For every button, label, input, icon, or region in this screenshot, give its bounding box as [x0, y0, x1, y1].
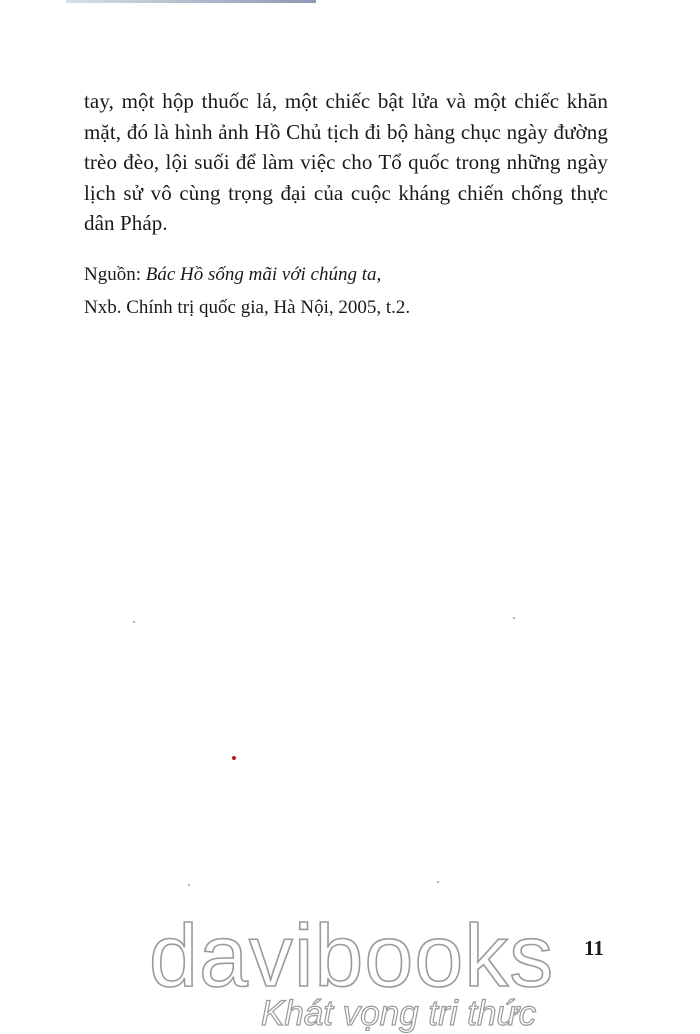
speck — [437, 881, 439, 883]
watermark-brand: davibooks — [149, 906, 555, 1005]
davibooks-watermark — [145, 890, 565, 1034]
watermark-tagline: Khát vọng tri thức — [261, 994, 537, 1033]
top-decorative-rule — [66, 0, 316, 3]
source-publisher: Nxb. Chính trị quốc gia, Hà Nội, 2005, t.2. — [84, 297, 411, 318]
source-title: Bác Hồ sống mãi với chúng ta, — [145, 264, 382, 285]
source-citation — [84, 258, 624, 324]
source-prefix: Nguồn: — [84, 264, 146, 285]
body-paragraph: tay, một hộp thuốc lá, một chiếc bật lửa và một chiếc khăn mặt, đó là hình ảnh Hồ Chủ tịch đi bộ hàng chục ngày đường trèo đèo, lội suối để làm việc cho Tổ quốc trong những ngày lịch sử vô cùng trọng đại của cuộc kháng chiến chống thực dân Pháp. — [84, 89, 608, 235]
speck — [188, 884, 190, 886]
speck — [232, 756, 236, 760]
page-number: 11 — [584, 936, 604, 960]
speck — [513, 617, 515, 619]
speck — [133, 621, 135, 623]
